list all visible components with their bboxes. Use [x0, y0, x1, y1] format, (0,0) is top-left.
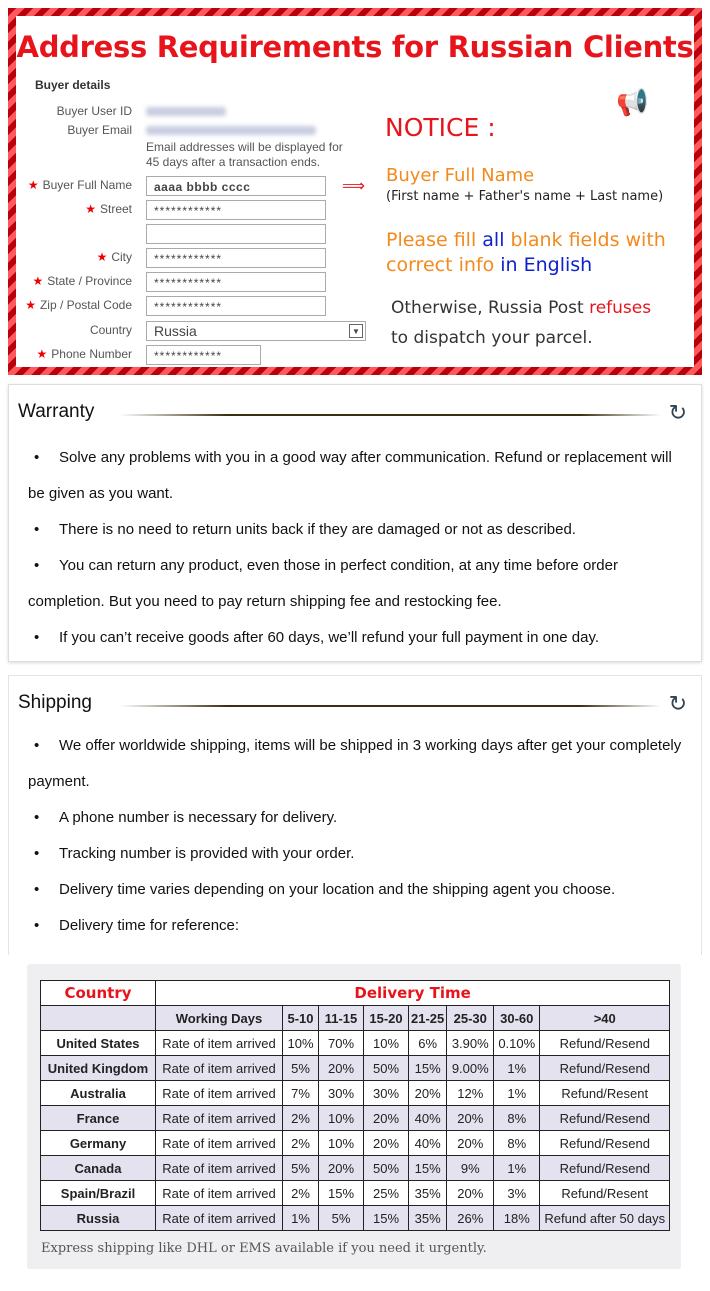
divider [119, 705, 661, 707]
table-cell: 3% [494, 1181, 540, 1206]
table-row [41, 1106, 670, 1131]
table-cell: 9.00% [447, 1056, 494, 1081]
shipping-list [28, 728, 688, 944]
footnote: Express shipping like DHL or EMS available if you need it urgently. [41, 1241, 487, 1256]
buyer-details-heading: Buyer details [35, 78, 111, 92]
required-star-icon: ★ [27, 178, 39, 192]
list-item: • Solve any problems with you in a good way after communication. Refund or replacement will be given as you want. [28, 449, 672, 502]
divider [119, 414, 661, 416]
table-cell: 8% [494, 1106, 540, 1131]
table-cell: 1% [494, 1056, 540, 1081]
table-cell: 15% [364, 1206, 409, 1231]
country-select[interactable] [146, 321, 366, 341]
table-cell: Rate of item arrived [156, 1081, 283, 1106]
banner-title: Address Requirements for Russian Clients [16, 30, 694, 64]
table-cell: Rate of item arrived [156, 1106, 283, 1131]
table-cell: Refund/Resend [540, 1131, 670, 1156]
required-star-icon: ★ [25, 298, 36, 312]
shipping-title: Shipping [18, 692, 92, 713]
country-cell: Canada [41, 1156, 156, 1181]
delivery-time-box [27, 964, 681, 1269]
table-cell: Rate of item arrived [156, 1031, 283, 1056]
table-cell: Refund/Resent [540, 1081, 670, 1106]
city-input[interactable]: ************ [146, 248, 326, 268]
arrow-right-icon: ⟹ [342, 176, 365, 195]
table-row [41, 1056, 670, 1081]
list-item: • Delivery time varies depending on your location and the shipping agent you choose. [34, 881, 616, 898]
table-cell: Refund/Resend [540, 1106, 670, 1131]
table-cell: 2% [283, 1106, 319, 1131]
table-cell: 40% [409, 1106, 447, 1131]
table-cell: 2% [283, 1131, 319, 1156]
list-item: • Delivery time for reference: [34, 917, 240, 934]
table-cell: 18% [494, 1206, 540, 1231]
table-cell: 3.90% [447, 1031, 494, 1056]
header-delivery-time: Delivery Time [156, 981, 670, 1006]
table-cell: 35% [409, 1181, 447, 1206]
table-cell: 20% [447, 1181, 494, 1206]
table-cell: 6% [409, 1031, 447, 1056]
warranty-section [8, 384, 702, 662]
table-cell: 10% [319, 1131, 364, 1156]
table-cell: 5% [283, 1056, 319, 1081]
label-country: Country [89, 323, 132, 337]
table-cell: Refund/Resent [540, 1181, 670, 1206]
table-row [41, 1156, 670, 1181]
column-header: 5-10 [283, 1006, 319, 1031]
table-cell: 1% [494, 1081, 540, 1106]
table-cell: 25% [364, 1181, 409, 1206]
table-row [41, 1206, 670, 1231]
notice-heading: NOTICE : [385, 113, 496, 142]
table-cell: 20% [319, 1056, 364, 1081]
country-cell: United Kingdom [41, 1056, 156, 1081]
full-name-title: Buyer Full Name [386, 165, 535, 186]
table-cell: 7% [283, 1081, 319, 1106]
column-header: 21-25 [409, 1006, 447, 1031]
zip-input[interactable]: ************ [146, 296, 326, 316]
dropdown-arrow-icon[interactable]: ▼ [349, 324, 363, 338]
country-cell: United States [41, 1031, 156, 1056]
curl-arrow-icon: ↻ [668, 692, 687, 717]
street-input[interactable]: ************ [146, 200, 326, 220]
table-cell: 2% [283, 1181, 319, 1206]
table-cell: 5% [283, 1156, 319, 1181]
warning-text: Otherwise, Russia Post refuses to dispatch your parcel. [391, 298, 652, 348]
table-row [41, 1181, 670, 1206]
label-phone: Phone Number [51, 347, 132, 361]
table-cell: 10% [319, 1106, 364, 1131]
table-cell: 9% [447, 1156, 494, 1181]
label-street: Street [99, 202, 132, 216]
address-requirements-banner [8, 8, 702, 375]
street-line2-input[interactable] [146, 224, 326, 244]
table-cell: 10% [364, 1031, 409, 1056]
table-cell: 50% [364, 1156, 409, 1181]
label-full-name: Buyer Full Name [42, 178, 132, 192]
label-email: Buyer Email [67, 123, 132, 137]
table-cell: 20% [364, 1106, 409, 1131]
table-cell: 50% [364, 1056, 409, 1081]
table-cell: Rate of item arrived [156, 1181, 283, 1206]
country-cell: Russia [41, 1206, 156, 1231]
list-item: • A phone number is necessary for delivery. [34, 809, 338, 826]
required-star-icon: ★ [32, 274, 44, 288]
column-header: 15-20 [364, 1006, 409, 1031]
country-cell: France [41, 1106, 156, 1131]
table-row [41, 1131, 670, 1156]
table-cell: 1% [494, 1156, 540, 1181]
required-star-icon: ★ [85, 202, 96, 216]
table-cell: 8% [494, 1131, 540, 1156]
column-header: 11-15 [319, 1006, 364, 1031]
table-cell: 5% [319, 1206, 364, 1231]
warranty-list [28, 440, 688, 656]
table-cell: 20% [447, 1131, 494, 1156]
state-input[interactable]: ************ [146, 272, 326, 292]
table-row [41, 1081, 670, 1106]
table-cell: 1% [283, 1206, 319, 1231]
table-cell: 20% [447, 1106, 494, 1131]
header-country: Country [41, 981, 156, 1006]
table-cell: 20% [409, 1081, 447, 1106]
full-name-input[interactable]: aaaa bbbb cccc [146, 176, 326, 196]
table-cell: 30% [319, 1081, 364, 1106]
required-star-icon: ★ [96, 250, 108, 264]
list-item: • If you can’t receive goods after 60 days, we’ll refund your full payment in one day. [34, 629, 600, 646]
table-cell: Refund/Resend [540, 1156, 670, 1181]
column-header: 25-30 [447, 1006, 494, 1031]
column-header-row [41, 1006, 670, 1031]
fill-instruction: Please fill all blank fields with correct info in English [386, 229, 666, 276]
column-header: 30-60 [494, 1006, 540, 1031]
table-cell: Refund/Resend [540, 1031, 670, 1056]
table-cell: 35% [409, 1206, 447, 1231]
country-cell: Australia [41, 1081, 156, 1106]
table-cell: 20% [364, 1131, 409, 1156]
delivery-time-table [40, 980, 670, 1231]
table-cell: Rate of item arrived [156, 1131, 283, 1156]
column-header: >40 [540, 1006, 670, 1031]
country-cell: Germany [41, 1131, 156, 1156]
column-header: Working Days [156, 1006, 283, 1031]
table-cell: Rate of item arrived [156, 1056, 283, 1081]
table-cell: 10% [283, 1031, 319, 1056]
phone-input[interactable]: ************ [146, 345, 261, 365]
blurred-email [146, 126, 316, 135]
label-city: City [111, 250, 132, 264]
blurred-user-id [146, 107, 226, 116]
table-cell: 0.10% [494, 1031, 540, 1056]
list-item: • There is no need to return units back if they are damaged or not as described. [34, 521, 576, 538]
label-user-id: Buyer User ID [56, 104, 132, 118]
email-note: Email addresses will be displayed for 45 days after a transaction ends. [146, 140, 343, 169]
country-cell: Spain/Brazil [41, 1181, 156, 1206]
shipping-section [8, 675, 702, 955]
empty-cell [41, 1006, 156, 1031]
country-value: Russia [154, 323, 197, 339]
required-star-icon: ★ [36, 347, 48, 361]
label-zip: Zip / Postal Code [39, 298, 132, 312]
table-cell: 30% [364, 1081, 409, 1106]
table-cell: 12% [447, 1081, 494, 1106]
table-row [41, 1031, 670, 1056]
table-cell: 70% [319, 1031, 364, 1056]
table-cell: 26% [447, 1206, 494, 1231]
table-cell: Rate of item arrived [156, 1156, 283, 1181]
table-cell: 20% [319, 1156, 364, 1181]
table-cell: 40% [409, 1131, 447, 1156]
table-cell: Refund after 50 days [540, 1206, 670, 1231]
table-cell: Refund/Resend [540, 1056, 670, 1081]
label-state: State / Province [47, 274, 132, 288]
table-cell: Rate of item arrived [156, 1206, 283, 1231]
table-cell: 15% [319, 1181, 364, 1206]
megaphone-icon: 📢 [616, 88, 649, 118]
list-item: • Tracking number is provided with your order. [34, 845, 355, 862]
full-name-format: (First name + Father's name + Last name) [386, 189, 664, 204]
list-item: • We offer worldwide shipping, items will be shipped in 3 working days after get your completely payment. [28, 737, 682, 790]
curl-arrow-icon: ↻ [668, 401, 687, 426]
table-cell: 15% [409, 1056, 447, 1081]
table-cell: 15% [409, 1156, 447, 1181]
list-item: • You can return any product, even those in perfect condition, at any time before order completion. But you need to pay return shipping fee and restocking fee. [28, 557, 618, 610]
warranty-title: Warranty [18, 401, 95, 422]
